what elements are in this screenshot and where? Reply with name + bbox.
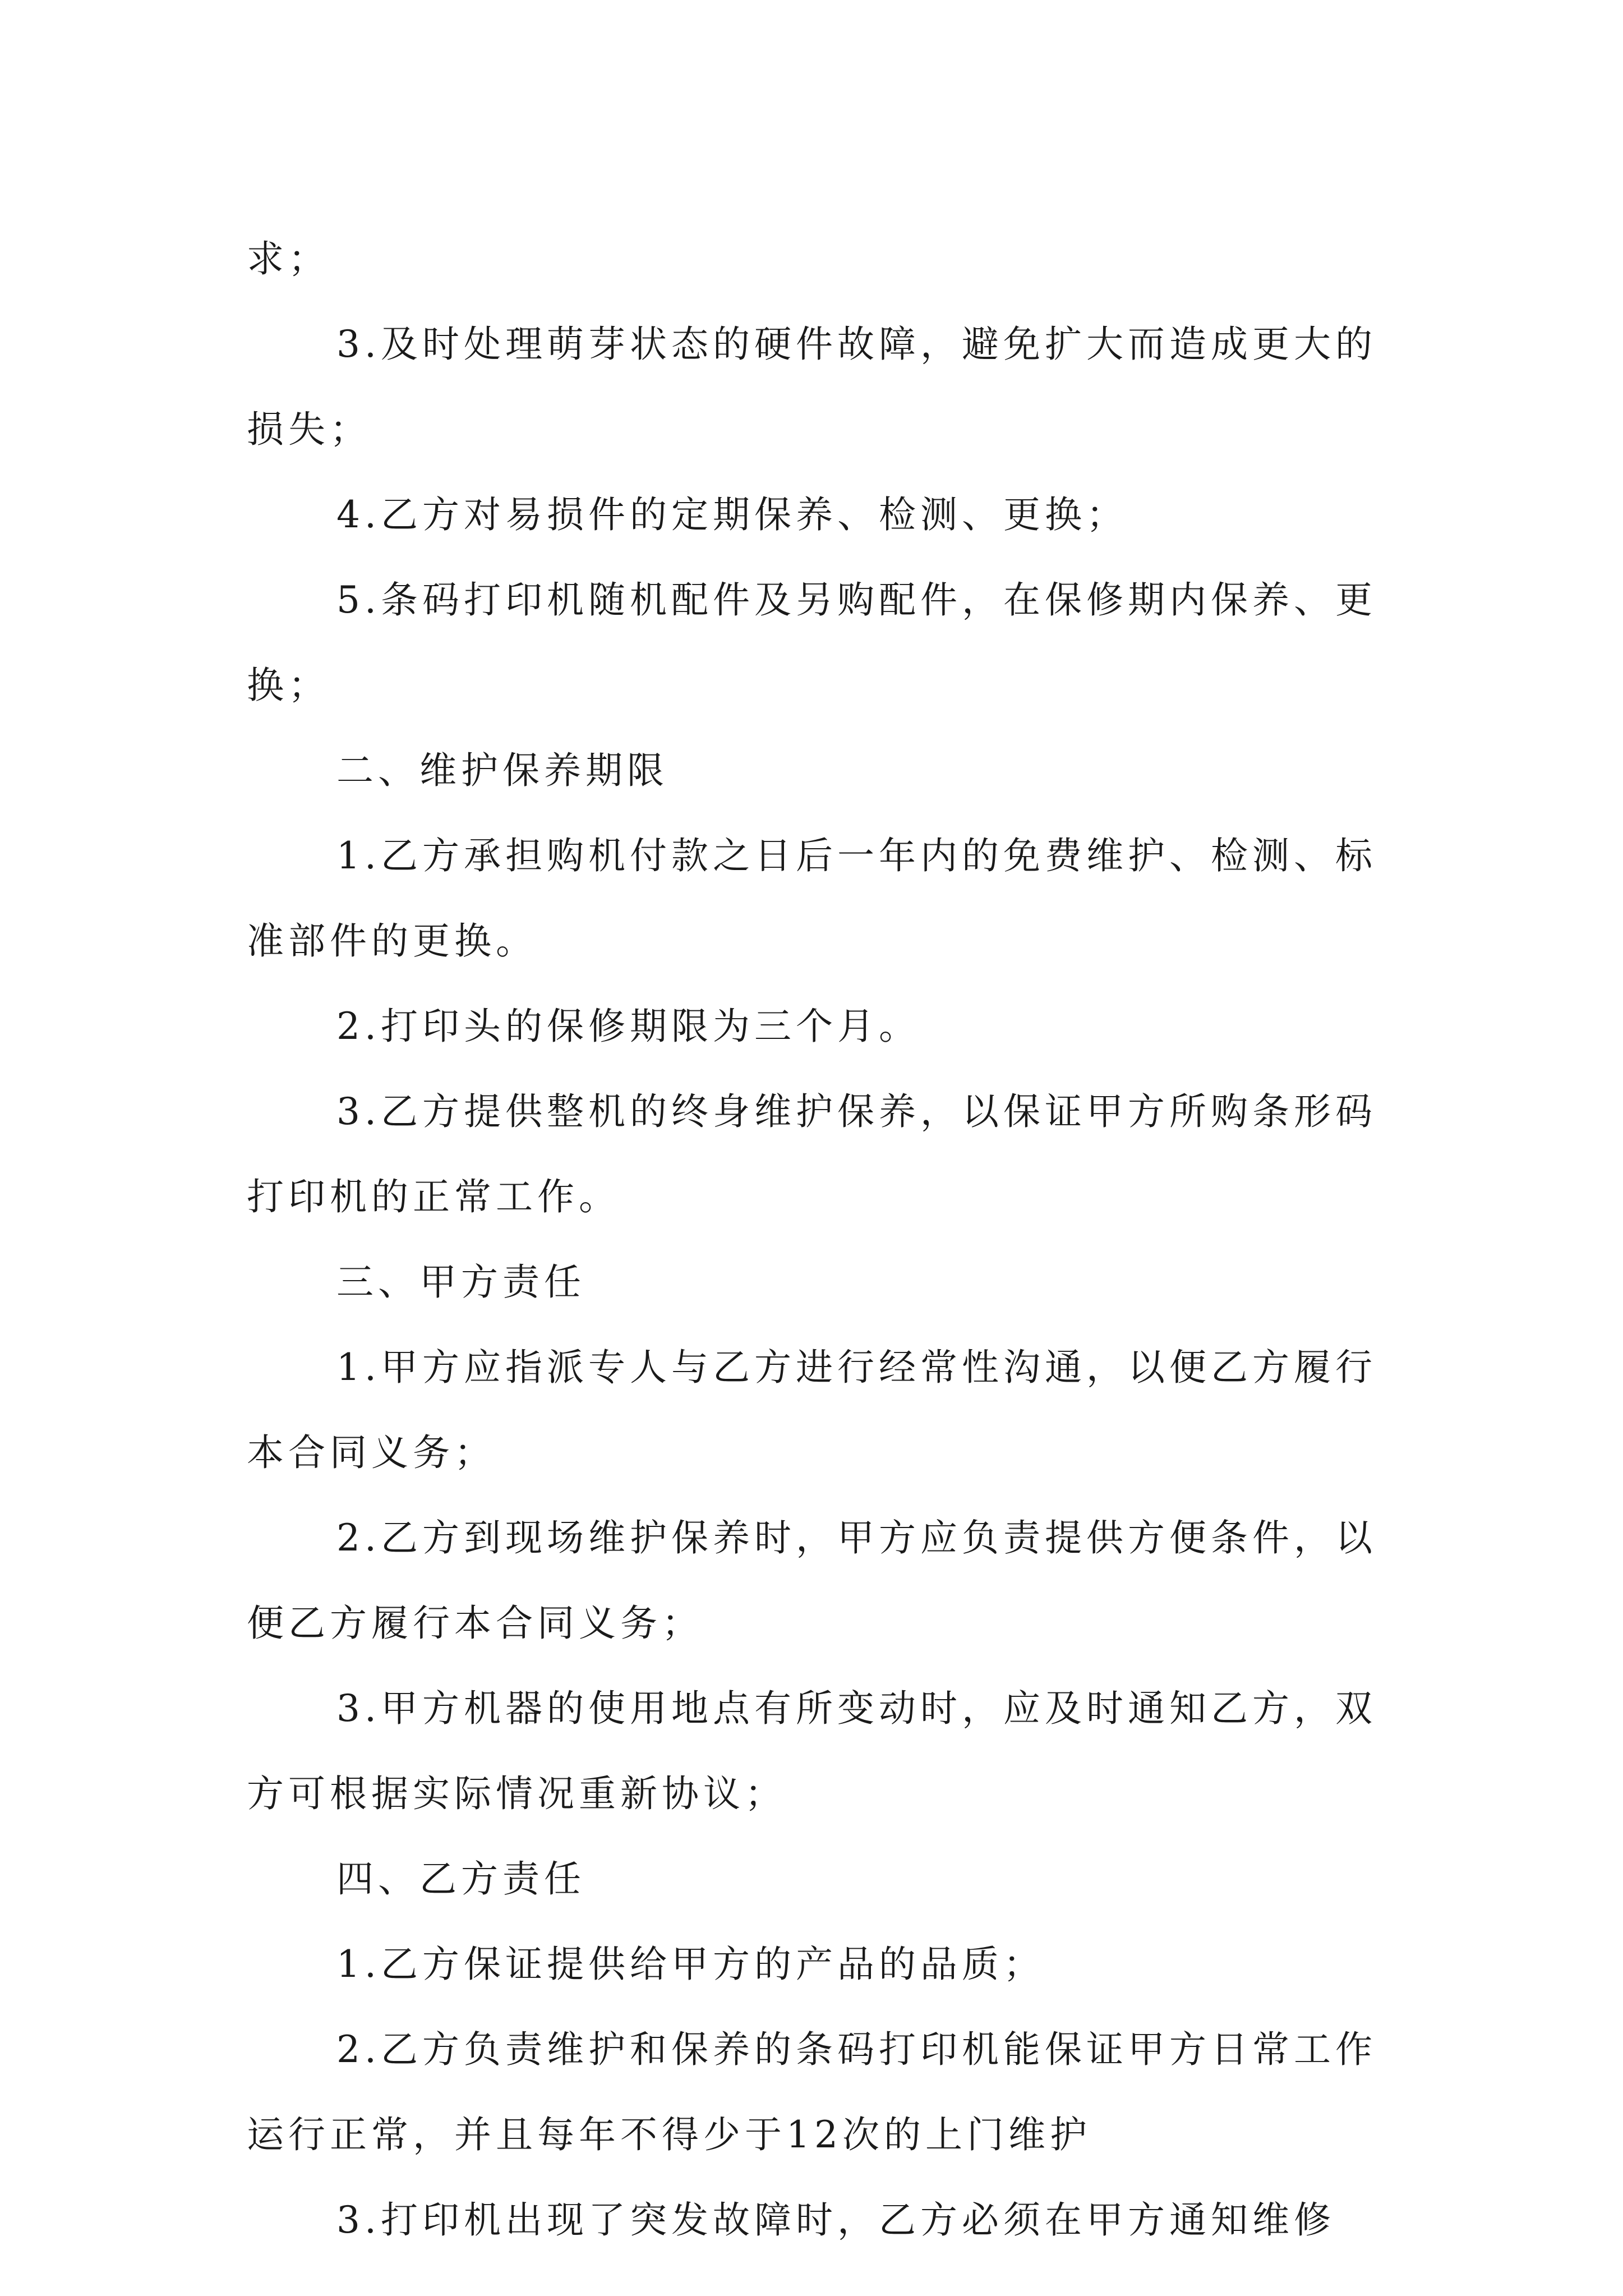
section-heading-4: 四、乙方责任 [336,1857,585,1901]
clause-4-3: 3.打印机出现了突发故障时，乙方必须在甲方通知维修 [336,2198,1335,2242]
clause-1-4: 4.乙方对易损件的定期保养、检测、更换； [336,493,1128,536]
clause-2-2: 2.打印头的保修期限为三个月。 [336,1005,920,1048]
clause-2-1: 1.乙方承担购机付款之日后一年内的免费维护、检测、标准部件的更换。 [247,834,1377,963]
clause-1-3: 3.及时处理萌芽状态的硬件故障，避免扩大而造成更大的损失； [247,323,1377,451]
clause-3-2: 2.乙方到现场维护保养时，甲方应负责提供方便条件，以便乙方履行本合同义务； [247,1516,1377,1645]
clause-1-5: 5.条码打印机随机配件及另购配件，在保修期内保养、更换； [247,578,1377,707]
clause-4-1: 1.乙方保证提供给甲方的产品的品质； [336,1943,1045,1986]
clause-2-3: 3.乙方提供整机的终身维护保养，以保证甲方所购条形码打印机的正常工作。 [247,1090,1377,1218]
section-heading-2: 二、维护保养期限 [336,749,668,792]
document-body [247,217,1402,2263]
section-heading-3: 三、甲方责任 [336,1260,585,1304]
clause-3-3: 3.甲方机器的使用地点有所变动时，应及时通知乙方，双方可根据实际情况重新协议； [247,1687,1377,1815]
paragraph-continuation: 求； [247,237,330,280]
clause-3-1: 1.甲方应指派专人与乙方进行经常性沟通，以便乙方履行本合同义务； [247,1346,1377,1474]
clause-4-2: 2.乙方负责维护和保养的条码打印机能保证甲方日常工作运行正常，并且每年不得少于12次的上门维护 [247,2028,1377,2156]
